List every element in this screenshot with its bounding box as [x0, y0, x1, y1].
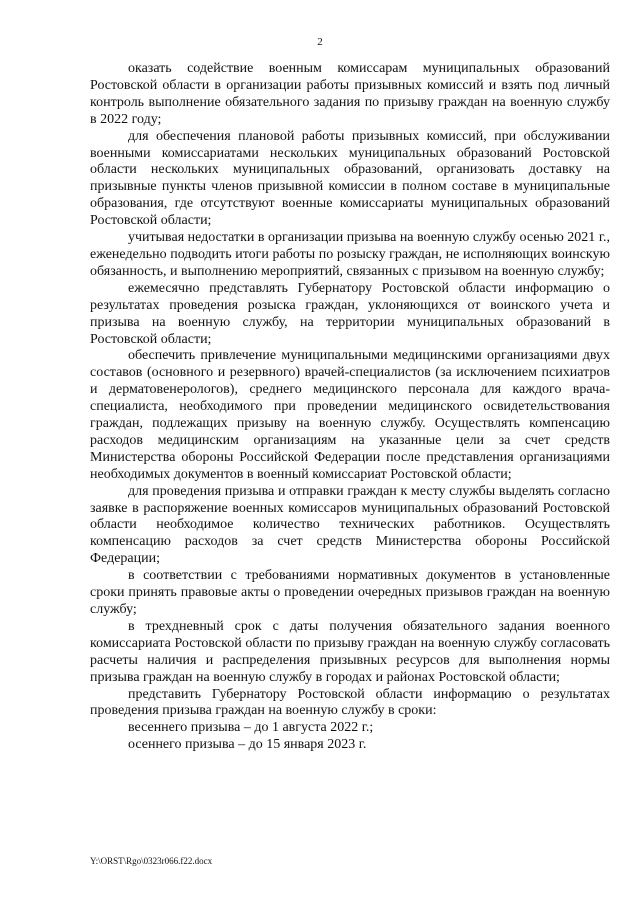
- paragraph: в соответствии с требованиями нормативных документов в установленные сроки принять правовые акты о проведении очередных призывов граждан на военную службу;: [90, 568, 610, 617]
- paragraph: для проведения призыва и отправки граждан к месту службы выделять согласно заявке в распоряжение военных комиссаров муниципальных образований Ростовской области необходимое количество технических работников. Осуществлять компенсацию расходов за счет средств Министерства обороны Российской Федерации;: [90, 483, 610, 567]
- file-path-footer: Y:\ORST\Rgo\0323r066.f22.docx: [90, 856, 213, 866]
- deadline-autumn: осеннего призыва – до 15 января 2023 г.: [128, 737, 367, 753]
- paragraph: ежемесячно представлять Губернатору Ростовской области информацию о результатах проведения розыска граждан, уклоняющихся от воинского учета и призыва на военную службу, на территории муниципальных образований в Ростовской области;: [90, 280, 610, 347]
- deadline-spring: весеннего призыва – до 1 августа 2022 г.;: [128, 720, 374, 736]
- paragraph: представить Губернатору Ростовской области информацию о результатах проведения призыва граждан на военную службу в сроки:: [90, 686, 610, 719]
- paragraph: для обеспечения плановой работы призывных комиссий, при обслуживании военными комиссариатами нескольких муниципальных образований Ростовской области нескольких муниципальных образований, организовать доставку на призывные пункты членов призывной комиссии в полном составе в муниципальные образования, где отсутствуют военные комиссариаты муниципальных образований Ростовской области;: [90, 128, 610, 229]
- paragraph: в трехдневный срок с даты получения обязательного задания военного комиссариата Ростовской области по призыву граждан на военную службу согласовать расчеты наличия и распределения призывных ресурсов для выполнения нормы призыва граждан на военную службу в городах и районах Ростовской области;: [90, 618, 610, 685]
- paragraph: учитывая недостатки в организации призыва на военную службу осенью 2021 г., еженедельно подводить итоги работы по розыску граждан, не исполняющих воинскую обязанность, и выполнению мероприятий, связанных с призывом на военную службу;: [90, 230, 610, 279]
- paragraph: обеспечить привлечение муниципальными медицинскими организациями двух составов (основного и резервного) врачей-специалистов (за исключением психиатров и дерматовенерологов), среднего медицинского персонала для каждого врача-специалиста, необходимого при проведении медицинского освидетельствования граждан, подлежащих призыву на военную службу. Осуществлять компенсацию расходов медицинским организациям на указанные цели за счет средств Министерства обороны Российской Федерации после представления организациями необходимых документов в военный комиссариат Ростовской области;: [90, 348, 610, 482]
- document-body: [90, 61, 610, 754]
- paragraph: оказать содействие военным комиссарам муниципальных образований Ростовской области в организации работы призывных комиссий и взять под личный контроль выполнение обязательного задания по призыву граждан на военную службу в 2022 году;: [90, 61, 610, 127]
- page-number: 2: [317, 36, 323, 48]
